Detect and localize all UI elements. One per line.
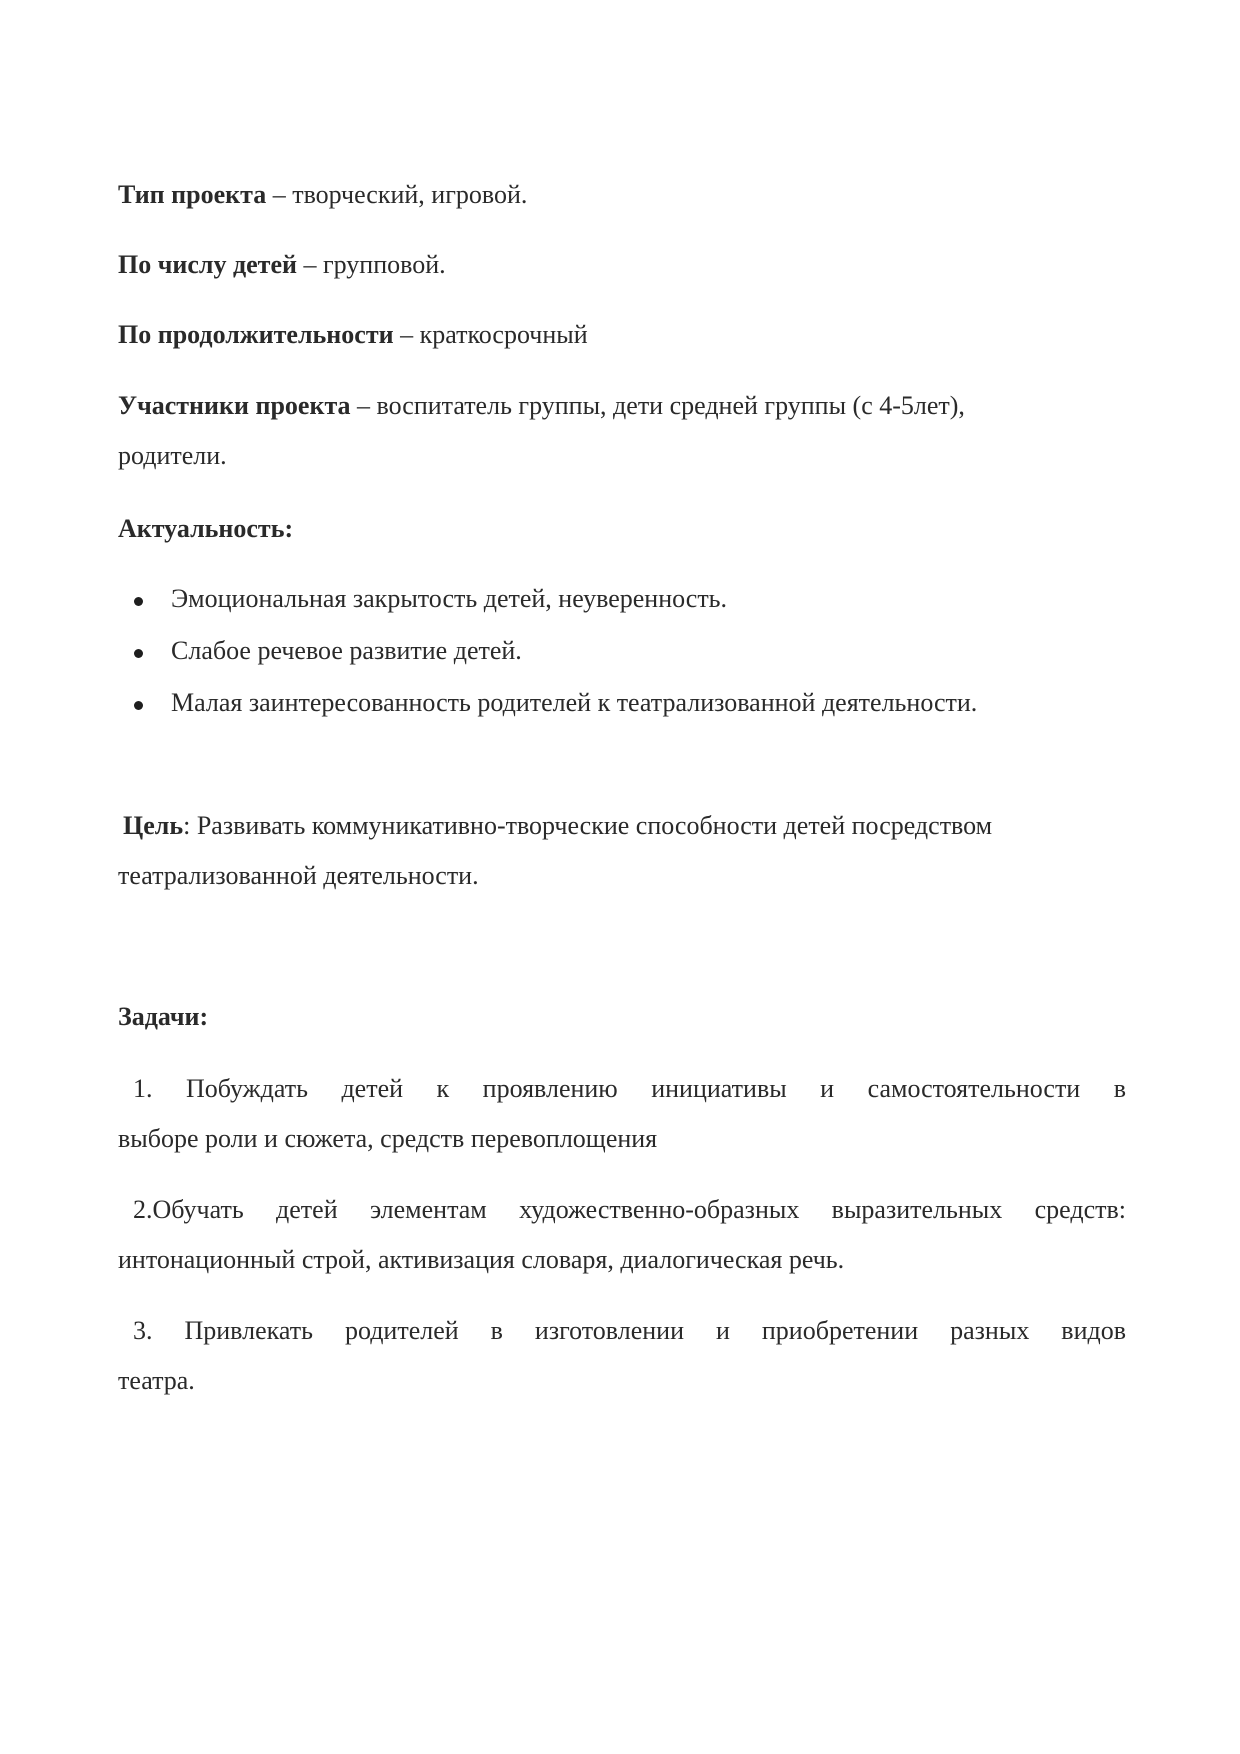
- tasks-heading: Задачи:: [118, 1002, 209, 1031]
- task-2-line-1: 2.Обучать детей элементам художественно-образных выразительных средств:: [133, 1195, 1126, 1224]
- project-type-line: [118, 180, 527, 210]
- relevance-item: Слабое речевое развитие детей.: [171, 636, 522, 665]
- duration-line: [118, 320, 588, 350]
- relevance-heading: Актуальность:: [118, 514, 294, 543]
- participants-line: [118, 391, 965, 421]
- goal-value: : Развивать коммуникативно-творческие способности детей посредством: [183, 811, 993, 840]
- project-type-label: Тип проекта: [118, 180, 267, 209]
- task-2-line-2: интонационный строй, активизация словаря, диалогическая речь.: [118, 1245, 845, 1274]
- relevance-item: Малая заинтересованность родителей к театрализованной деятельности.: [171, 688, 978, 717]
- relevance-item: Эмоциональная закрытость детей, неуверенность.: [171, 584, 728, 613]
- task-3-line-1: 3. Привлекать родителей в изготовлении и приобретении разных видов: [133, 1316, 1126, 1345]
- participants-label: Участники проекта: [118, 391, 351, 420]
- goal-continuation: театрализованной деятельности.: [118, 861, 479, 890]
- goal-label: Цель: [123, 811, 184, 840]
- bullet-icon: [134, 597, 143, 606]
- project-type-value: – творческий, игровой.: [266, 180, 528, 209]
- task-1-line-1: 1. Побуждать детей к проявлению инициативы и самостоятельности в: [133, 1074, 1126, 1103]
- duration-value: – краткосрочный: [393, 320, 588, 349]
- bullet-icon: [134, 649, 143, 658]
- participants-value: – воспитатель группы, дети средней группы (с 4-5лет),: [350, 391, 965, 420]
- children-count-line: [118, 250, 446, 280]
- task-3-line-2: театра.: [118, 1366, 195, 1395]
- duration-label: По продолжительности: [118, 320, 394, 349]
- goal-line: [123, 811, 992, 841]
- children-count-label: По числу детей: [118, 250, 297, 279]
- bullet-icon: [134, 701, 143, 710]
- children-count-value: – групповой.: [296, 250, 446, 279]
- participants-continuation: родители.: [118, 441, 227, 470]
- task-1-line-2: выборе роли и сюжета, средств перевоплощения: [118, 1124, 658, 1153]
